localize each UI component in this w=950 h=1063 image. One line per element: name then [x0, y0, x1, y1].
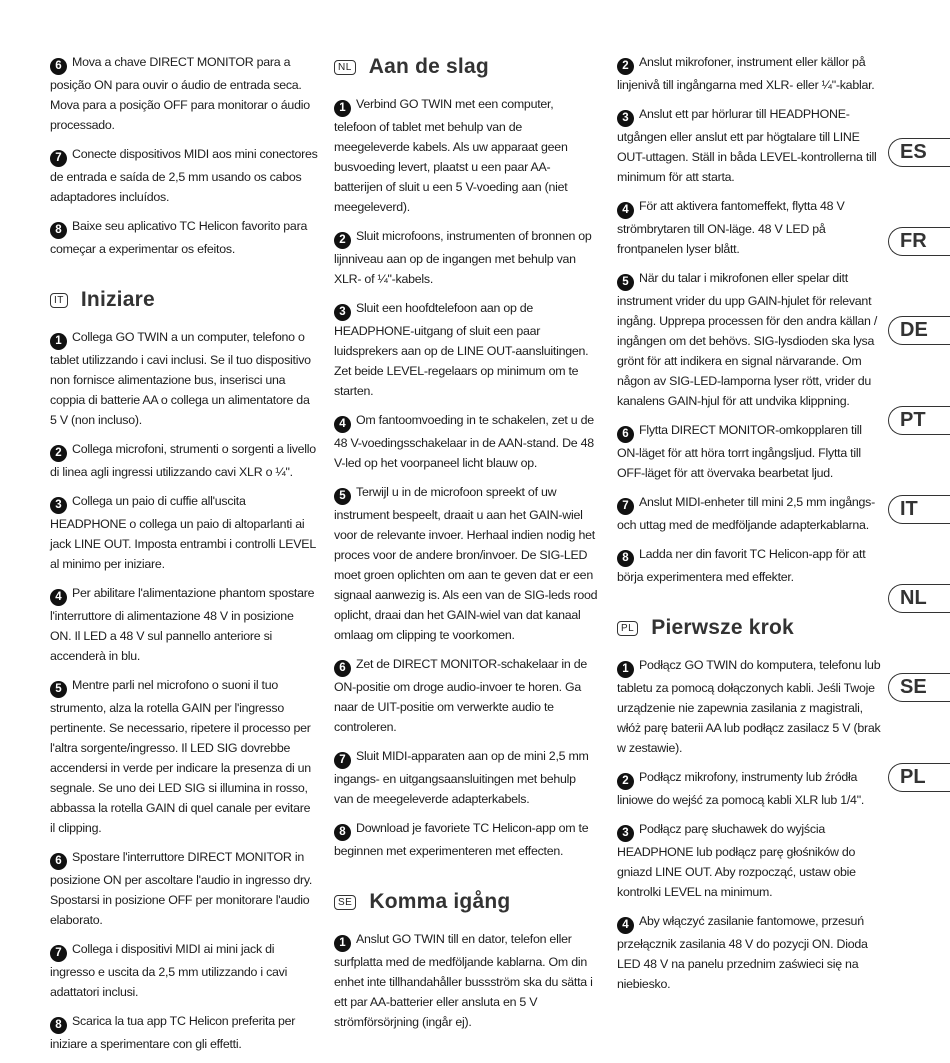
tab-it[interactable]: IT [888, 495, 950, 524]
step-text: Verbind GO TWIN met een computer, telefoon of tablet met behulp van de meegeleverde kabels. Als uw apparaat geen busvoeding levert, plaatst u een paar AA-batterijen of sluit u een 5 V-voeding aan (niet meegeleverd). [334, 97, 568, 214]
step-text: Podłącz parę słuchawek do wyjścia HEADPHONE lub podłącz parę głośników do gniazd LINE OUT. Aby rozpocząć, ustaw obie kontrolki LEVEL na minimum. [617, 822, 856, 899]
step-number-icon: 8 [50, 222, 67, 239]
step-text: Zet de DIRECT MONITOR-schakelaar in de ON-positie om droge audio-invoer te horen. Ga naar de UIT-positie om verwerkte audio te controleren. [334, 657, 588, 734]
step-text: Anslut MIDI-enheter till mini 2,5 mm ingångs- och uttag med de medföljande adapterkablarna. [617, 495, 875, 532]
list-item [617, 52, 882, 95]
step-number-icon: 8 [50, 1017, 67, 1034]
tab-pl[interactable]: PL [888, 763, 950, 792]
nl-steps-list [334, 94, 598, 861]
step-number-icon: 6 [617, 426, 634, 443]
step-text: Anslut GO TWIN till en dator, telefon eller surfplatta med de medföljande kablarna. Om din enhet inte tillhandahåller bussström ska du sätta i ett par AA-batterier eller ansluta en 5 V strömförsörjning (ingår ej). [334, 932, 593, 1029]
step-number-icon: 6 [334, 660, 351, 677]
step-text: Download je favoriete TC Helicon-app om te beginnen met experimenteren met effecten. [334, 821, 589, 858]
list-item [334, 298, 598, 401]
step-text: Anslut ett par hörlurar till HEADPHONE-utgången eller anslut ett par högtalare till LINE OUT-uttagen. Ställ in båda LEVEL-kontrollerna till minimum för att starta. [617, 107, 877, 184]
pt-steps-list [50, 52, 318, 259]
list-item [50, 675, 318, 838]
step-text: Mova a chave DIRECT MONITOR para a posição ON para ouvir o áudio de entrada seca. Mova para a posição OFF para monitorar o áudio processado. [50, 55, 310, 132]
list-item [617, 544, 882, 587]
section-heading-se [334, 887, 598, 917]
step-text: Om fantoomvoeding in te schakelen, zet u de 48 V-voedingsschakelaar in de AAN-stand. De 48 V-led op het voorpaneel licht blauw op. [334, 413, 594, 470]
list-item [50, 52, 318, 135]
list-item [617, 196, 882, 259]
list-item [50, 439, 318, 482]
step-number-icon: 5 [334, 488, 351, 505]
step-text: Conecte dispositivos MIDI aos mini conectores de entrada e saída de 2,5 mm usando os cabos adaptadores incluídos. [50, 147, 318, 204]
step-text: Sluit een hoofdtelefoon aan op de HEADPHONE-uitgang of sluit een paar luidsprekers aan op de LINE OUT-aansluitingen. Zet beide LEVEL-regelaars op minimum om te starten. [334, 301, 589, 398]
step-number-icon: 6 [50, 58, 67, 75]
step-text: Scarica la tua app TC Helicon preferita per iniziare a sperimentare con gli effetti. [50, 1014, 296, 1051]
step-number-icon: 5 [50, 681, 67, 698]
tab-se[interactable]: SE [888, 673, 950, 702]
step-number-icon: 3 [334, 304, 351, 321]
step-text: Podłącz GO TWIN do komputera, telefonu lub tabletu za pomocą dołączonych kabli. Jeśli Twoje urządzenie nie zapewnia zasilania z magistrali, włóż parę baterii AA lub podłącz zasilacz 5 V (brak w zestawie). [617, 658, 881, 755]
step-number-icon: 7 [334, 752, 351, 769]
step-number-icon: 7 [50, 150, 67, 167]
list-item [617, 819, 882, 902]
step-number-icon: 4 [617, 202, 634, 219]
pl-steps-list [617, 655, 882, 994]
list-item [334, 929, 598, 1032]
section-title: Komma igång [369, 890, 511, 913]
step-text: Sluit microfoons, instrumenten of bronnen op lijnniveau aan op de ingangen met behulp van XLR- of ¼"-kabels. [334, 229, 592, 286]
step-number-icon: 2 [334, 232, 351, 249]
section-heading-nl [334, 52, 598, 82]
step-number-icon: 3 [617, 825, 634, 842]
list-item [617, 104, 882, 187]
list-item [50, 216, 318, 259]
se-steps-list-continued [617, 52, 882, 587]
step-number-icon: 7 [617, 498, 634, 515]
it-steps-list [50, 327, 318, 1054]
step-number-icon: 1 [50, 333, 67, 350]
list-item [334, 482, 598, 645]
step-text: Anslut mikrofoner, instrument eller källor på linjenivå till ingångarna med XLR- eller ¼"-kablar. [617, 55, 875, 92]
tab-de[interactable]: DE [888, 316, 950, 345]
list-item [50, 144, 318, 207]
step-number-icon: 2 [50, 445, 67, 462]
step-number-icon: 4 [334, 416, 351, 433]
se-steps-list [334, 929, 598, 1032]
list-item [50, 327, 318, 430]
step-text: Podłącz mikrofony, instrumenty lub źródła liniowe do wejść za pomocą kabli XLR lub 1/4". [617, 770, 865, 807]
language-badge: NL [334, 60, 356, 75]
list-item [334, 94, 598, 217]
column-left [50, 52, 318, 1063]
list-item [334, 818, 598, 861]
step-number-icon: 5 [617, 274, 634, 291]
list-item [617, 492, 882, 535]
step-text: Collega un paio di cuffie all'uscita HEADPHONE o collega un paio di altoparlanti ai jack LINE OUT. Imposta entrambi i controlli LEVEL al minimo per iniziare. [50, 494, 316, 571]
step-number-icon: 4 [617, 917, 634, 934]
section-heading-it [50, 285, 318, 315]
step-number-icon: 7 [50, 945, 67, 962]
section-title: Aan de slag [368, 55, 489, 78]
step-text: Collega GO TWIN a un computer, telefono o tablet utilizzando i cavi inclusi. Se il tuo dispositivo non fornisce alimentazione bus, inserisci una coppia di batterie AA o collega un alimentatore da 5 V (non incluso). [50, 330, 311, 427]
column-right [617, 52, 882, 1003]
step-text: När du talar i mikrofonen eller spelar ditt instrument vrider du upp GAIN-hjulet för relevant ingång. Upprepa processen för den andra källan / ingången om det behövs. SIG-lysdioden ska lysa grönt för att indikera en signal närvarande. Om någon av SIG-LED-lamporna lyser rött, vrider du kanalens GAIN-hjul för att undvika klippning. [617, 271, 878, 408]
tab-es[interactable]: ES [888, 138, 950, 167]
step-text: Spostare l'interruttore DIRECT MONITOR in posizione ON per ascoltare l'audio in ingresso dry. Spostarsi in posizione OFF per monitorare l'audio elaborato. [50, 850, 313, 927]
list-item [334, 410, 598, 473]
step-text: Ladda ner din favorit TC Helicon-app för att börja experimentera med effekter. [617, 547, 866, 584]
list-item [617, 911, 882, 994]
language-badge: IT [50, 293, 68, 308]
step-number-icon: 8 [334, 824, 351, 841]
step-number-icon: 3 [617, 110, 634, 127]
section-heading-pl [617, 613, 882, 643]
list-item [617, 268, 882, 411]
step-text: För att aktivera fantomeffekt, flytta 48 V strömbrytaren till ON-läge. 48 V LED på frontpanelen lyser blått. [617, 199, 845, 256]
step-number-icon: 2 [617, 773, 634, 790]
list-item [50, 491, 318, 574]
tab-fr[interactable]: FR [888, 227, 950, 256]
step-number-icon: 2 [617, 58, 634, 75]
step-text: Flytta DIRECT MONITOR-omkopplaren till ON-läget för att höra torrt ingångsljud. Flytta till OFF-läget för att övervaka bearbetat ljud. [617, 423, 862, 480]
tab-nl[interactable]: NL [888, 584, 950, 613]
step-text: Aby włączyć zasilanie fantomowe, przesuń przełącznik zasilania 48 V do pozycji ON. Dioda LED 48 V na panelu przednim zaświeci się na niebiesko. [617, 914, 868, 991]
list-item [334, 746, 598, 809]
step-number-icon: 6 [50, 853, 67, 870]
step-number-icon: 1 [334, 100, 351, 117]
step-text: Sluit MIDI-apparaten aan op de mini 2,5 mm ingangs- en uitgangsaansluitingen met behulp van de meegeleverde adapterkabels. [334, 749, 589, 806]
list-item [50, 847, 318, 930]
step-text: Per abilitare l'alimentazione phantom spostare l'interruttore di alimentazione 48 V in posizione ON. Il LED a 48 V sul pannello anteriore si accenderà in blu. [50, 586, 315, 663]
tab-pt[interactable]: PT [888, 406, 950, 435]
list-item [617, 420, 882, 483]
section-title: Pierwsze krok [651, 616, 794, 639]
step-number-icon: 8 [617, 550, 634, 567]
list-item [617, 655, 882, 758]
step-text: Terwijl u in de microfoon spreekt of uw instrument bespeelt, draait u aan het GAIN-wiel voor de relevante invoer. Herhaal indien nodig het proces voor de andere bron/invoer. De SIG-LED moet groen oplichten om aan te geven dat er een signaal aanwezig is. Als een van de SIG-leds rood oplicht, draai dan het GAIN-wiel van dat kanaal omlaag om clipping te voorkomen. [334, 485, 598, 642]
step-text: Mentre parli nel microfono o suoni il tuo strumento, alza la rotella GAIN per l'ingresso pertinente. Se necessario, ripetere il processo per l'altra sorgente/ingresso. Il LED SIG dovrebbe accendersi in verde per indicare la presenza di un segnale. Se uno dei LED SIG si illumina in rosso, abbassa la rotella GAIN di quel canale per evitare il clipping. [50, 678, 311, 835]
list-item [334, 654, 598, 737]
step-number-icon: 4 [50, 589, 67, 606]
step-number-icon: 1 [334, 935, 351, 952]
language-badge: SE [334, 895, 356, 910]
list-item [50, 939, 318, 1002]
list-item [334, 226, 598, 289]
step-number-icon: 1 [617, 661, 634, 678]
list-item [50, 1011, 318, 1054]
list-item [50, 583, 318, 666]
step-number-icon: 3 [50, 497, 67, 514]
step-text: Collega microfoni, strumenti o sorgenti a livello di linea agli ingressi utilizzando cavi XLR o ¼". [50, 442, 316, 479]
section-title: Iniziare [80, 288, 155, 311]
language-badge: PL [617, 621, 638, 636]
column-middle [334, 52, 598, 1041]
step-text: Collega i dispositivi MIDI ai mini jack di ingresso e uscita da 2,5 mm utilizzando i cavi adattatori inclusi. [50, 942, 288, 999]
step-text: Baixe seu aplicativo TC Helicon favorito para começar a experimentar os efeitos. [50, 219, 308, 256]
list-item [617, 767, 882, 810]
